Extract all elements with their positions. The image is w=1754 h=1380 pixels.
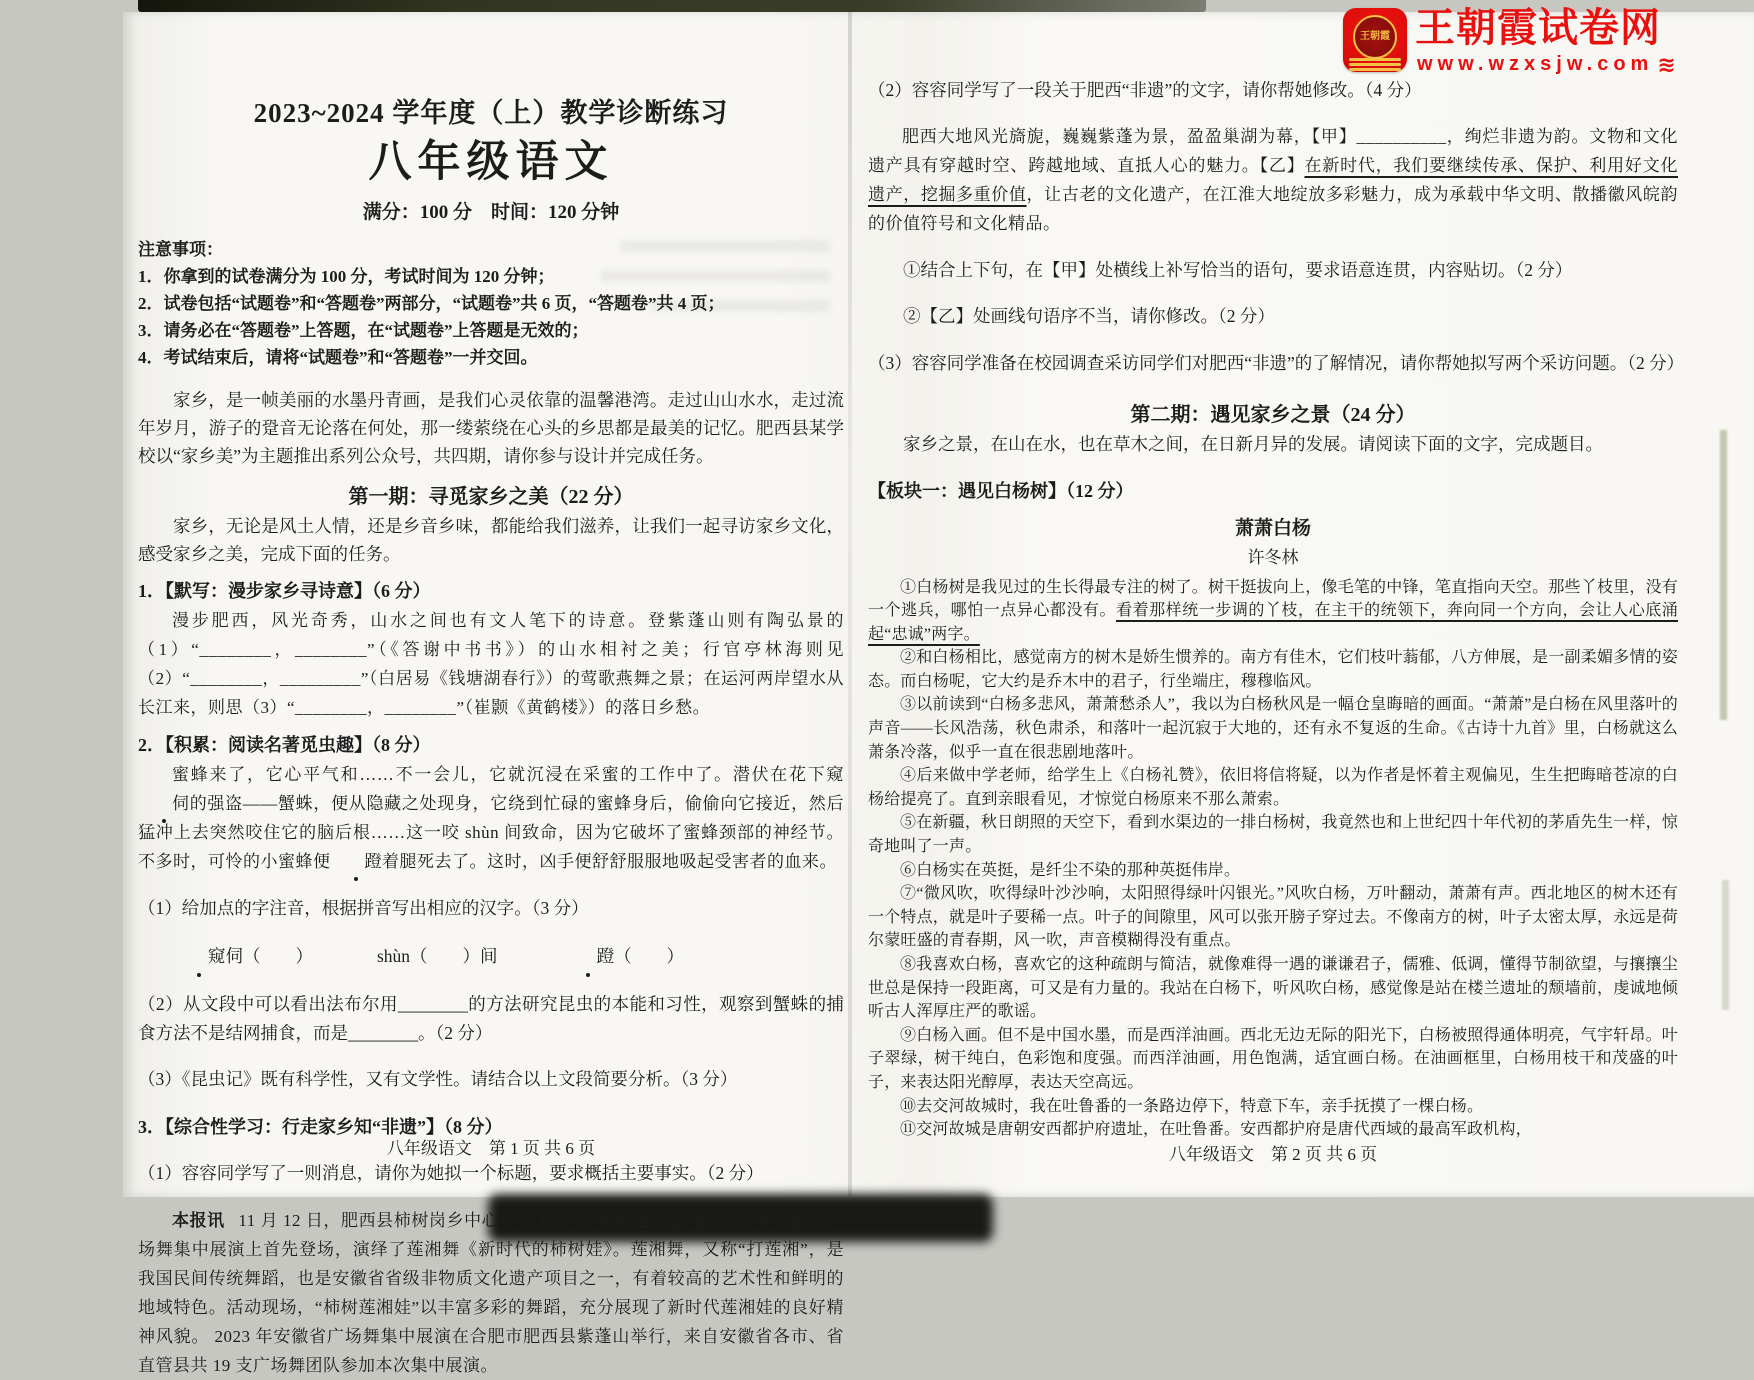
exam-subject-title: 八年级语文 [368,139,614,186]
essay-paragraph-6: ⑥白杨实在英挺，是纤尘不染的那种英挺伟岸。 [900,861,1241,879]
notice-item-2: 2．试卷包括“试题卷”和“答题卷”两部分，“试题卷”共 6 页，“答题卷”共 4 页； [138,294,725,313]
intro-paragraph: 家乡，是一帧美丽的水墨丹青画，是我们心灵依靠的温馨港湾。走过山山水水，走过流年岁月，游子的跫音无论落在何处，那一缕萦绕在心头的乡思都是最美的记忆。肥西县某学校以“家乡美”为主题推出系列公众号，共四期，请你参与设计并完成任务。 [138,390,844,466]
phase2-intro: 家乡之景，在山在水，也在草木之间，在日新月异的发展。请阅读下面的文字，完成题目。 [903,433,1603,454]
pinyin-item-3 [562,946,685,966]
essay-body [868,576,1678,1142]
passage-seg-b: 的强盗——蟹蛛，便从隐藏之处现身，它绕到忙碌的蜜蜂身后，偷偷向它接近，然后猛冲上去突然咬住它的脑后根……这一咬 shùn 间致命，因为它破坏了蜜蜂颈部的神经节。不多时，可怜的小蜜蜂便 [138,794,844,871]
scan-edge-streak [1722,880,1729,1010]
question3-sub1: （1）容容同学写了一则消息，请你为她拟一个标题，要求概括主要事实。（2 分） [138,1163,764,1183]
notice-item-3: 3．请务必在“答题卷”上答题，在“试题卷”上答题是无效的； [138,321,589,340]
passage-seg-c: 着腿死去了。这时，凶手便舒舒服服地吸起受害者的血来。 [382,852,837,871]
phase2-title: 第二期：遇见家乡之景（24 分） [1130,403,1416,426]
question2-sub2: （2）从文段中可以看出法布尔用________的方法研究昆虫的本能和习性，观察到蟹蛛的捕食方法不是结网捕食，而是________。（2 分） [138,993,844,1043]
news-paragraph [138,1206,844,1380]
notice-title: 注意事项： [138,240,223,259]
page1-footer: 八年级语文 第 1 页 共 6 页 [386,1139,596,1158]
exam-session-title: 2023~2024 学年度（上）教学诊断练习 [253,98,729,128]
pinyin-item-3-text: （ ） [614,946,685,966]
essay-paragraph-3: ③以前读到“白杨多悲风，萧萧愁杀人”，我以为白杨秋风是一幅仓皇晦暗的画面。“萧萧”是白杨在风里落叶的声音——长风浩荡，秋色肃杀，和落叶一起沉寂于大地的，还有永不复返的生命。《古诗十九首》里，白杨就这么萧条冷落，似乎一直在很悲剧地落叶。 [868,696,1678,761]
dotted-char: 窥 [173,940,226,972]
block1-title: 【板块一：遇见白杨树】（12 分） [868,480,1134,501]
revision-task-1: ①结合上下句，在【甲】处横线上补写恰当的语句，要求语意连贯，内容贴切。（2 分） [903,259,1573,280]
question2-passage [138,760,844,876]
page2-column [868,58,1685,1142]
dotted-char: 蹬 [562,940,615,972]
pinyin-blank-row [138,940,844,972]
pinyin-item-1 [173,946,313,966]
news-lead: 本报讯 [172,1210,225,1230]
essay-paragraph-1 [868,576,1678,647]
question2-sub1: （1）给加点的字注音，根据拼音写出相应的汉字。（3 分） [138,897,589,918]
fill-blank-line: __________ [1356,127,1447,146]
revision-seg-b: ，绚烂非遗为韵。文物和文化遗产具有穿越时空、跨越地域、直抵人心的魅力。【乙】 [868,127,1678,175]
pinyin-item-1-text: 伺（ ） [225,946,313,966]
dotted-char: 蹬 [331,847,383,876]
question3-title: 3．【综合性学习：行走家乡知“非遗”】（8 分） [138,1116,503,1137]
passage-seg-a: 蜜蜂来了，它心平气和……不一会儿，它就沉浸在采蜜的工作中了。潜伏在花下窥 [172,765,844,784]
notice-item-1: 1．你拿到的试卷满分为 100 分，考试时间为 120 分钟； [138,267,555,286]
essay-paragraph-9: ⑨白杨入画。但不是中国水墨，而是西洋油画。西北无边无际的阳光下，白杨被照得通体明亮，气宇轩昂。叶子翠绿，树干纯白，色彩饱和度强。而西洋油画，用色饱满，适宜画白杨。在油画框里，白杨用枝干和茂盛的叶子，来表达阳光醇厚，表达天空高远。 [868,1026,1678,1091]
question2-title: 2．【积累：阅读名著觅虫趣】（8 分） [138,735,431,755]
phase1-title: 第一期：寻觅家乡之美（22 分） [348,486,634,508]
pinyin-item-2: shùn（ ）间 [377,946,498,966]
underlined-sentence: 在新时代，我们要继续传承、保护、利用好文化遗产，挖掘多重价值 [868,156,1678,204]
essay-p1-normal: ①白杨树是我见过的生长得最专注的树了。树干挺拔向上，像毛笔的中锋，笔直指向天空。那些丫枝里，没有一个逃兵，哪怕一点异心都没有。 [868,578,1678,620]
page2-footer: 八年级语文 第 2 页 共 6 页 [1168,1145,1378,1164]
essay-paragraph-2: ②和白杨相比，感觉南方的树木是娇生惯养的。南方有佳木，它们枝叶蓊郁，八方伸展，是一副柔媚多情的姿态。而白杨呢，它大约是乔木中的君子，行坐端庄，穆穆临风。 [868,649,1678,690]
scan-edge-streak [1720,430,1727,720]
essay-paragraph-8: ⑧我喜欢白杨，喜欢它的这种疏朗与简洁，就像难得一遇的谦谦君子，儒雅、低调，懂得节制欲望，与攘攘尘世总是保持一段距离，可又是有力量的。我站在白杨下，听风吹白杨，感觉像是站在楼兰遗址的颓墙前，虔诚地倾听古人浑厚庄严的歌谣。 [868,956,1679,1021]
wave-mark-icon: ≋ [1657,52,1676,77]
notice-block [138,236,844,371]
revision-seg-a: 肥西大地风光旖旎，巍巍紫蓬为景，盈盈巢湖为幕，【甲】 [902,127,1357,146]
question3-sub3: （3）容容同学准备在校园调查采访同学们对肥西“非遗”的了解情况，请你帮她拟写两个采访问题。（2 分） [868,352,1685,373]
question1-body: 漫步肥西，风光奇秀，山水之间也有文人笔下的诗意。登紫蓬山则有陶弘景的（1）“________，________”（《答谢中书书》）的山水相衬之美；行官亭林海则见（2）“________，_________”（白居易《钱塘湖春行》）的莺歌燕舞之景；在运河两岸望水从长江来，则思（3）“________，________”（崔颢《黄鹤楼》）的落日乡愁。 [138,611,844,717]
brand-url-text: www.wzxsjw.com [1417,53,1654,75]
brand-name: 王朝霞试卷网 [1415,6,1661,50]
page1-column [138,96,844,1380]
revision-task-2: ②【乙】处画线句语序不当，请你修改。（2 分） [903,306,1275,326]
essay-title: 萧萧白杨 [1234,517,1311,539]
essay-paragraph-11: ⑪交河故城是唐朝安西都护府遗址，在吐鲁番。安西都护府是唐代西域的最高军政机构， [900,1121,1532,1139]
revision-seg-c: ，让古老的文化遗产，在江淮大地绽放多彩魅力，成为承载中华文明、散播徽风皖韵的价值符号和文化精品。 [868,185,1678,233]
essay-author: 许冬林 [1247,547,1299,567]
scan-top-dark-strip [138,0,1206,12]
essay-p1-underlined: 看着那样统一步调的丫枝，在主干的统领下，奔向同一个方向，会让人心底涌起“忠诚”两字。 [868,602,1678,643]
notice-item-4: 4．考试结束后，请将“试题卷”和“答题卷”一并交回。 [138,348,538,367]
essay-paragraph-10: ⑩去交河故城时，我在吐鲁番的一条路边停下，特意下车，亲手抚摸了一棵白杨。 [900,1097,1484,1115]
news-body: 11 月 12 日，肥西县柿树岗乡中心学校 164 名“柿树莲湘娃”在 2023 年安徽省广场舞集中展演上首先登场，演绎了莲湘舞《新时代的柿树娃》。莲湘舞，又称“打莲湘”，是我国民间传统舞蹈，也是安徽省省级非物质文化遗产项目之一，有着较高的艺术性和鲜明的地域特色。活动现场，“柿树莲湘娃”以丰富多彩的舞蹈，充分展现了新时代莲湘娃的良好精神风貌。 2023 年安徽省广场舞集中展演在合肥市肥西县紫蓬山举行，来自安徽省各市、省直管县共 19 支广场舞团队参加本次集中展演。 [138,1210,844,1375]
revision-passage [868,122,1678,238]
page-gutter-shadow [848,12,852,1197]
essay-paragraph-4: ④后来做中学老师，给学生上《白杨礼赞》，依旧将信将疑，以为作者是怀着主观偏见，生生把晦暗苍凉的白杨给提亮了。直到亲眼看见，才惊觉白杨原来不那么萧索。 [868,767,1678,808]
dotted-char: 伺 [138,789,190,818]
essay-paragraph-5: ⑤在新疆，秋日朗照的天空下，看到水渠边的一排白杨树，我竟然也和上世纪四十年代初的茅盾先生一样，惊奇地叫了一声。 [868,814,1678,856]
exam-meta: 满分：100 分 时间：120 分钟 [362,202,620,223]
question3-sub2: （2）容容同学写了一段关于肥西“非遗”的文字，请你帮她修改。（4 分） [868,79,1422,100]
phase1-intro: 家乡，无论是风土人情，还是乡音乡味，都能给我们滋养，让我们一起寻访家乡文化，感受家乡之美，完成下面的任务。 [138,516,844,564]
essay-paragraph-7: ⑦“微风吹，吹得绿叶沙沙响，太阳照得绿叶闪银光。”风吹白杨，万叶翻动，萧萧有声。西北地区的树木还有一个特点，就是叶子要稀一点。叶子的间隙里，风可以张开膀子穿过去。不像南方的树，叶子太密太厚，永远是荷尔蒙旺盛的青春期，风一吹，声音模糊得没有重点。 [868,885,1679,950]
brand-seal-icon: 王朝霞 [1353,15,1397,59]
question2-sub3: （3）《昆虫记》既有科学性，又有文学性。请结合以上文段简要分析。（3 分） [138,1069,738,1089]
question1-title: 1．【默写：漫步家乡寻诗意】（6 分） [138,581,431,601]
